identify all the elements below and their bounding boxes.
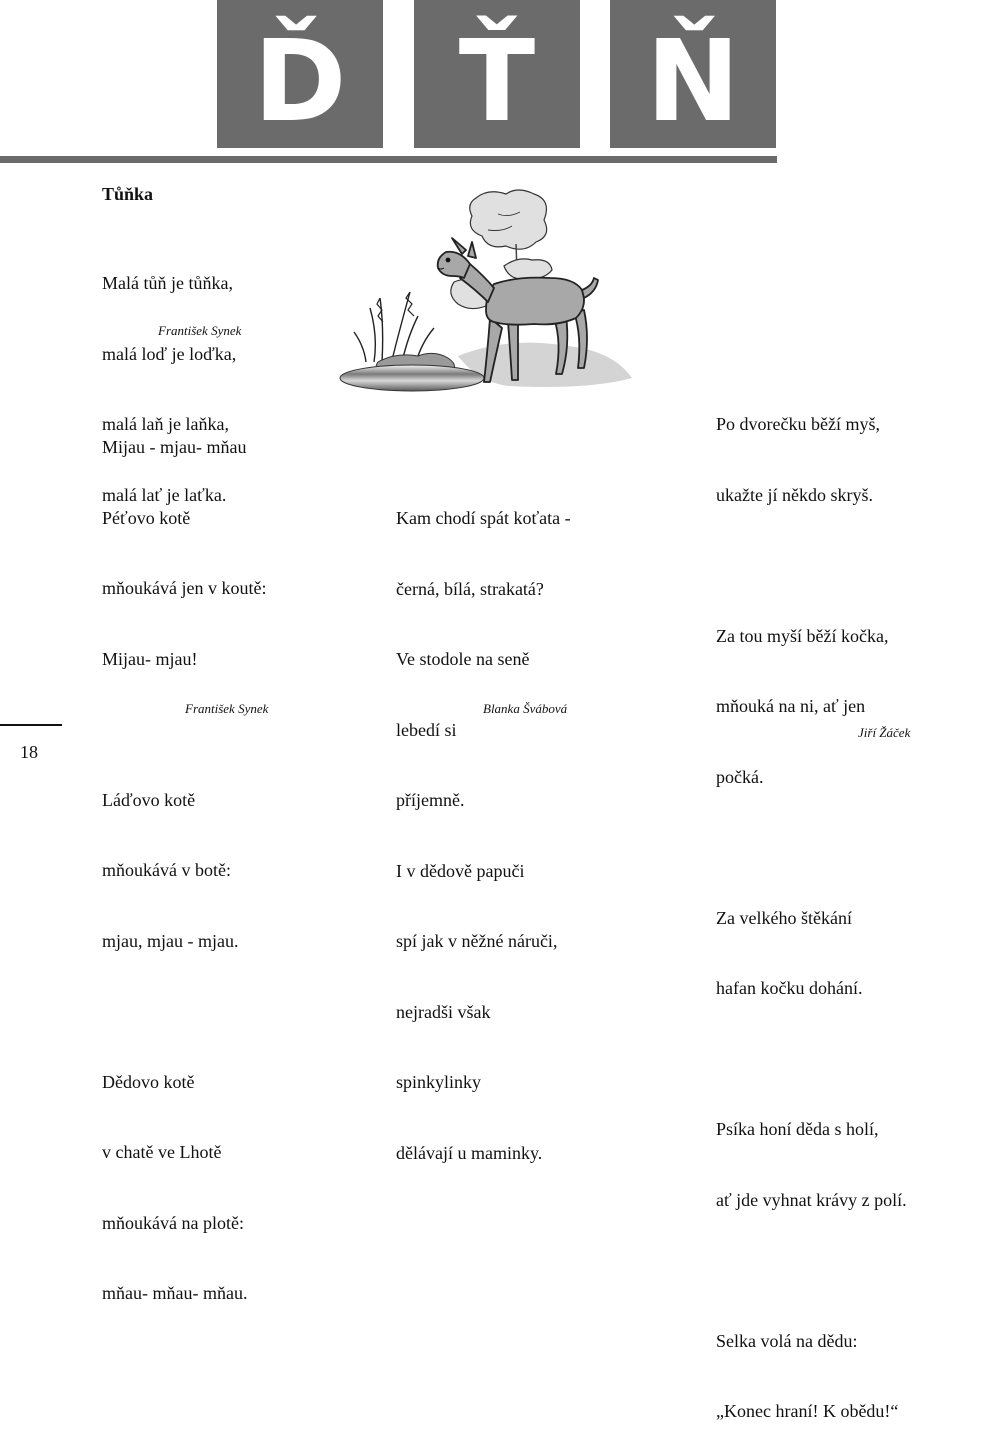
- poem-line: spinkylinky: [396, 1072, 482, 1092]
- poem-line: Za tou myší běží kočka,: [716, 625, 889, 646]
- letter-n-caron: Ň: [646, 17, 740, 147]
- poem-line: Ve stodole na seně: [396, 649, 530, 669]
- poem-line: Kam chodí spát koťata -: [396, 508, 571, 528]
- poem-line: lebedí si: [396, 719, 457, 740]
- poem-author: Jiří Žáček: [858, 725, 911, 740]
- poem-line: Selka volá na dědu:: [716, 1330, 858, 1351]
- poem-title: Tůňka: [102, 184, 154, 204]
- poem-line: Malá tůň je tůňka,: [102, 273, 233, 293]
- poem-kittens: [102, 389, 269, 1329]
- poem-line: ukažte jí někdo skryš.: [716, 484, 873, 505]
- letter-tile-n-caron: [610, 0, 776, 148]
- poem-line: v chatě ve Lhotě: [102, 1142, 222, 1162]
- poem-line: Po dvorečku běží myš,: [716, 414, 880, 434]
- poem-line: mňoukává na plotě:: [102, 1212, 244, 1233]
- poem-line: Mijau- mjau!: [102, 648, 198, 669]
- poem-line: ať jde vyhnat krávy z polí.: [716, 1189, 907, 1210]
- poem-line: „Konec hraní! K obědu!“: [716, 1401, 899, 1421]
- poem-line: Láďovo kotě: [102, 789, 196, 810]
- page-number: 18: [20, 742, 38, 762]
- poem-author: František Synek: [185, 701, 269, 716]
- letter-t-caron: Ť: [458, 17, 536, 147]
- poem-line: mňoukává v botě:: [102, 860, 231, 880]
- poem-mys: [716, 366, 907, 1447]
- poem-line: mňau- mňau- mňau.: [102, 1283, 248, 1303]
- poem-line: malá loď je loďka,: [102, 343, 237, 364]
- poem-author: František Synek: [158, 323, 242, 338]
- poem-line: mjau, mjau - mjau.: [102, 930, 239, 951]
- poem-line: mňoukává jen v koutě:: [102, 578, 267, 598]
- poem-line: mňouká na ni, ať jen: [716, 696, 866, 716]
- poem-line: Psíka honí děda s holí,: [716, 1119, 879, 1139]
- poem-line: nejradši však: [396, 1001, 491, 1022]
- poem-line: Péťovo kotě: [102, 507, 191, 528]
- poem-line: malá laň je laňka,: [102, 414, 229, 434]
- poem-line: Dědovo kotě: [102, 1071, 195, 1092]
- poem-line: dělávají u maminky.: [396, 1142, 543, 1163]
- poem-line: spí jak v něžné náruči,: [396, 931, 558, 951]
- poem-line: hafan kočku dohání.: [716, 978, 863, 998]
- deer-pond-illustration: [338, 186, 634, 394]
- letter-tile-t-caron: [414, 0, 580, 148]
- poem-line: I v dědově papuči: [396, 860, 525, 881]
- poem-line: černá, bílá, strakatá?: [396, 578, 544, 599]
- letter-d-caron: Ď: [253, 17, 347, 147]
- poem-line: příjemně.: [396, 790, 465, 810]
- poem-line: Za velkého štěkání: [716, 907, 852, 928]
- poem-author: Blanka Švábová: [483, 701, 568, 716]
- poem-line: Mijau - mjau- mňau: [102, 437, 247, 457]
- header-rule: [0, 156, 777, 163]
- poem-line: počká.: [716, 766, 764, 787]
- letter-tile-d-caron: [217, 0, 383, 148]
- footer-rule: [0, 724, 62, 726]
- poem-koťata: [396, 460, 571, 1189]
- poem-line: malá lať je laťka.: [102, 484, 227, 505]
